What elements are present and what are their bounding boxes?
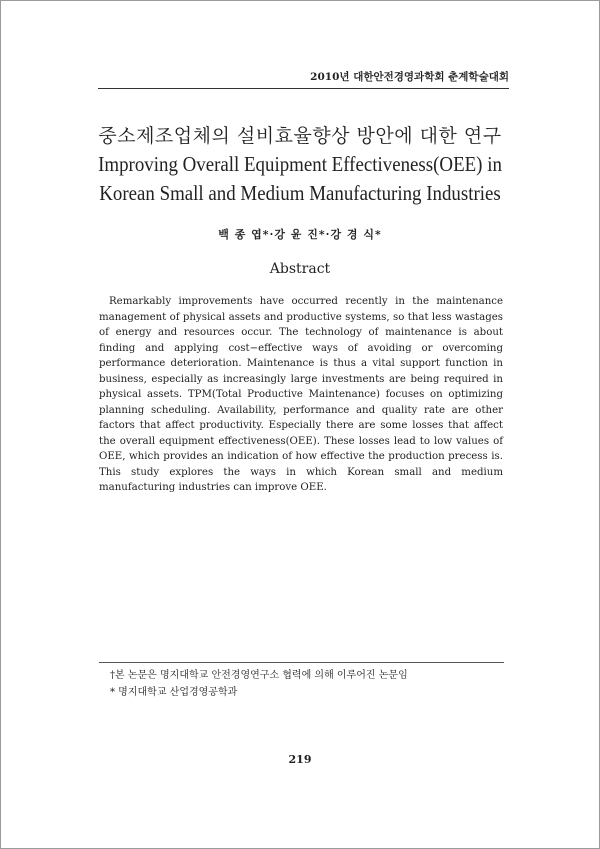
title-korean: 중소제조업체의 설비효율향상 방안에 대한 연구	[98, 125, 502, 147]
page-number: 219	[288, 753, 312, 766]
footnote-rule	[99, 662, 504, 663]
title-english-line2: Korean Small and Medium Manufacturing Industries	[99, 181, 501, 205]
abstract-body: Remarkably improvements have occurred recently in the maintenance management of physical assets and productive systems, so that less wastages of energy and resources occur. The technology of maintenance is about finding and applying cost−effective ways of avoiding or overcoming performance deterioration. Maintenance is thus a vital support function in business, especially as increasingly large investments are being required in physical assets. TPM(Total Productive Maintenance) focuses on optimizing planning scheduling. Availability, performance and quality rate are other factors that affect productivity. Especially there are some losses that affect the overall equipment effectiveness(OEE). These losses lead to low values of OEE, which provides an indication of how effective the production precess is. This study explores the ways in which Korean small and medium manufacturing industries can improve OEE.	[99, 296, 503, 493]
abstract-heading: Abstract	[269, 261, 331, 277]
footnote-affiliation: * 명지대학교 산업경영공학과	[110, 687, 238, 698]
footnote-funding: †본 논문은 명지대학교 안전경영연구소 협력에 의해 이루어진 논문임	[110, 670, 408, 681]
running-header: 2010년 대한안전경영과학회 춘계학술대회	[310, 71, 509, 83]
title-english-line1: Improving Overall Equipment Effectiveness(OEE) in	[98, 152, 502, 176]
header-rule	[98, 88, 509, 89]
author-list: 백 종 엽*·강 윤 진*·강 경 식*	[218, 228, 382, 241]
